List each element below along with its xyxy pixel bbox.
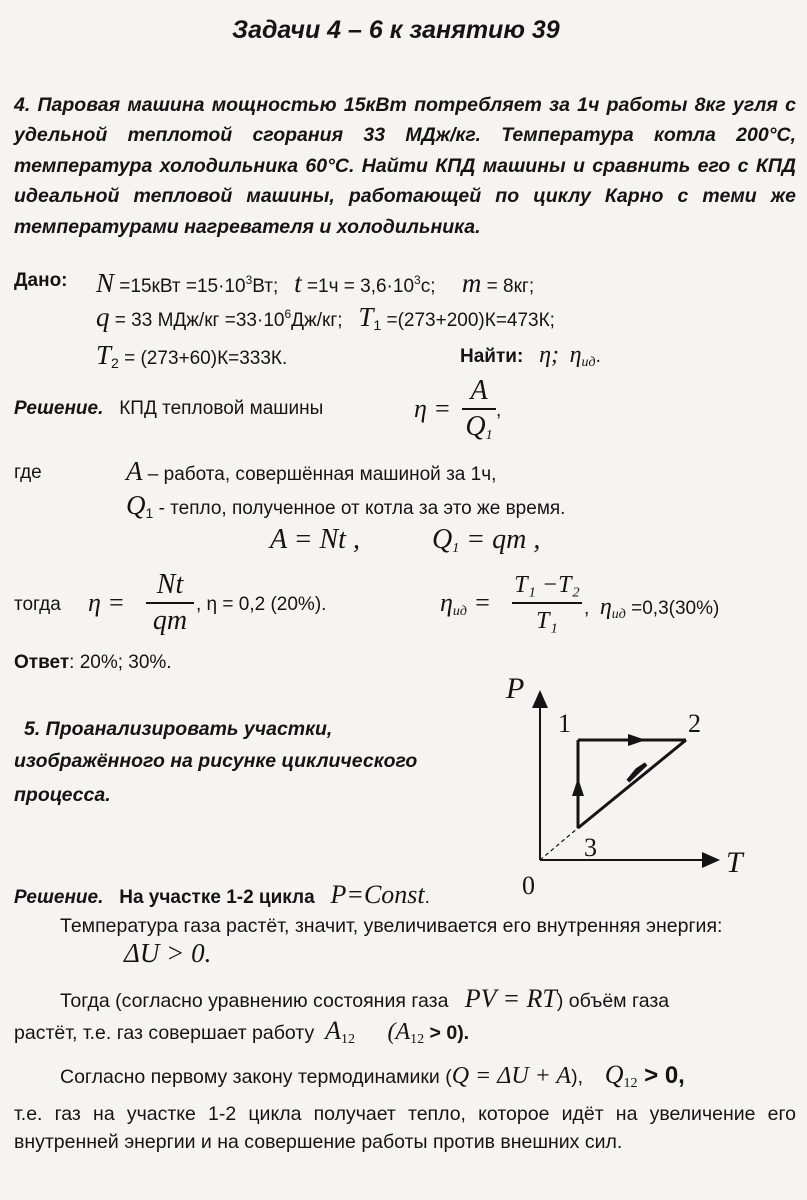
fraction-comma: , (496, 400, 502, 421)
solution-5-first-law: Согласно первому закону термодинамики (Q = ΔU + A), $Q_{12} > 0$, (60, 1060, 685, 1091)
carnot-fraction: T₁ −T₂ T₁ (512, 570, 582, 636)
solution-5-conclusion: т.е. газ на участке 1-2 цикла получает тепло, которое идёт на увеличение его внутренней энергии и на совершение работы против внешних сил. (14, 1103, 796, 1153)
segment-1-2-arrow (628, 734, 646, 746)
pt-diagram (500, 670, 760, 900)
heat-equation: $Q_1$ = qm , (432, 524, 541, 556)
eta-result: , η = 0,2 (20%). (196, 594, 327, 615)
point-1-label: 1 (558, 709, 571, 738)
given-label: Дано: (14, 270, 68, 291)
efficiency-fraction: A $Q_1$ (462, 376, 496, 451)
given-line-2: q = 33 $МДж/кг =33\cdot 10^6Дж/кг$; $T_1 =(273+200)К=473К$; (96, 302, 555, 333)
work-equation: A = Nt , (270, 524, 360, 555)
task-5-line-2: изображённого на рисунке циклического (14, 750, 418, 772)
point-2-label: 2 (688, 709, 701, 738)
page-title: Задачи 4 – 6 к занятию 39 (232, 16, 560, 44)
solution-5-work: растёт, т.е. газ совершает работу $A_{12}$ $(A_{12} > 0)$. (14, 1016, 470, 1047)
eta-ideal-result: , $\eta_{ид} =0,3(30\%)$ (584, 594, 720, 622)
eta-symbol: η = (414, 394, 451, 423)
axis-p-label: P (506, 672, 525, 705)
dashed-origin-line (540, 828, 578, 860)
segment-3-1-arrow (572, 778, 584, 796)
efficiency-fraction-2: Nt qm (146, 570, 194, 636)
solution-5-temperature: Температура газа растёт, значит, увеличивается его внутренняя энергия: (60, 915, 723, 937)
delta-u-condition: ΔU > 0. (124, 938, 212, 968)
origin-label: 0 (522, 871, 535, 900)
task-5-line-1: 5. Проанализировать участки, (24, 718, 333, 740)
eta-symbol-2: η = (88, 588, 125, 617)
where-Q1: $Q_1$ - тепло, полученное от котла за это же время. (126, 490, 566, 521)
eta-ideal-symbol: $\eta_{ид}$ = (440, 588, 492, 619)
axis-t-label: T (726, 846, 743, 879)
task-5-line-3: процесса. (14, 784, 111, 806)
where-label: где (14, 462, 42, 483)
segment-2-3 (578, 740, 686, 828)
find-line: Найти: η; $\eta_{ид}$. (460, 342, 601, 370)
task-4-statement: 4. Паровая машина мощностью 15кВт потребляет за 1ч работы 8кг угля с удельной теплотой сгорания 33 МДж/кг. Температура котла 200°С, температура холодильника 60°С. Найти КПД машины и сравнить его с КПД идеальной тепловой машины, работающей по циклу Карно с теми же температурами нагревателя и холодильника. (14, 94, 796, 238)
given-line-1: $N =15кВт =15\cdot 10^3Вт$; $t =1ч = 3,6\cdot 10^3с$; m = 8кг; (96, 268, 535, 298)
point-3-label: 3 (584, 833, 597, 862)
solution-4-intro: Решение. КПД тепловой машины (14, 398, 324, 419)
answer-4: Ответ: 20%; 30%. (14, 652, 172, 673)
given-line-3: $T_2 = (273+60)К=333К$. (96, 340, 288, 371)
solution-5-header: Решение. На участке 1-2 цикла P=Const. (14, 880, 430, 909)
solution-5-state-eq: Тогда (согласно уравнению состояния газа PV = RT) объём газа (60, 984, 670, 1013)
then-label: тогда (14, 594, 61, 615)
where-A: A – работа, совершённая машиной за 1ч, (126, 456, 497, 486)
